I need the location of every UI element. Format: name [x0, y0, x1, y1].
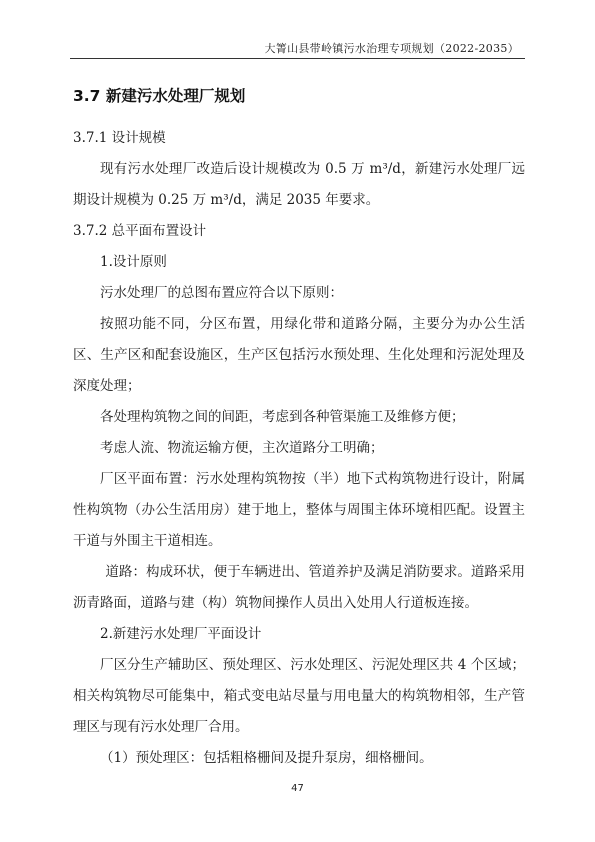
principle-item: 厂区平面布置：污水处理构筑物按（半）地下式构筑物进行设计，附属性构筑物（办公生活用房）建于地上，整体与周围主体环境相匹配。设置主干道与外围主干道相连。 [73, 471, 525, 549]
subsection-heading-layout-design: 3.7.2 总平面布置设计 [73, 223, 207, 239]
heading-design-principles: 1.设计原则 [100, 254, 167, 270]
subsection-heading-design-scale: 3.7.1 设计规模 [73, 130, 166, 146]
principle-item: 各处理构筑物之间的间距，考虑到各种管渠施工及维修方便； [100, 409, 465, 425]
paragraph-plan-zones: 厂区分生产辅助区、预处理区、污水处理区、污泥处理区共 4 个区域；相关构筑物尽可能集中，箱式变电站尽量与用电量大的构筑物相邻，生产管理区与现有污水处理厂合用。 [73, 657, 525, 735]
list-item-pretreatment-zone: （1）预处理区：包括粗格栅间及提升泵房，细格栅间。 [100, 750, 433, 766]
principle-item: 考虑人流、物流运输方便，主次道路分工明确； [100, 440, 384, 456]
section-title: 3.7 新建污水处理厂规划 [73, 87, 246, 105]
header-rule [70, 58, 525, 59]
page-body [73, 80, 525, 774]
heading-plan-design: 2.新建污水处理厂平面设计 [100, 626, 262, 642]
principle-item: 道路：构成环状，便于车辆进出、管道养护及满足消防要求。道路采用沥青路面，道路与建（构）筑物间操作人员出入处用人行道板连接。 [73, 564, 525, 611]
principle-item: 按照功能不同，分区布置，用绿化带和道路分隔，主要分为办公生活区、生产区和配套设施区，生产区包括污水预处理、生化处理和污泥处理及深度处理； [73, 316, 525, 394]
running-header: 大箐山县带岭镇污水治理专项规划（2022-2035） [264, 42, 519, 55]
paragraph-principles-intro: 污水处理厂的总图布置应符合以下原则： [100, 285, 343, 301]
paragraph-design-scale: 现有污水处理厂改造后设计规模改为 0.5 万 m³/d，新建污水处理厂远期设计规模为 0.25 万 m³/d，满足 2035 年要求。 [73, 161, 525, 208]
page-number: 47 [291, 783, 304, 794]
